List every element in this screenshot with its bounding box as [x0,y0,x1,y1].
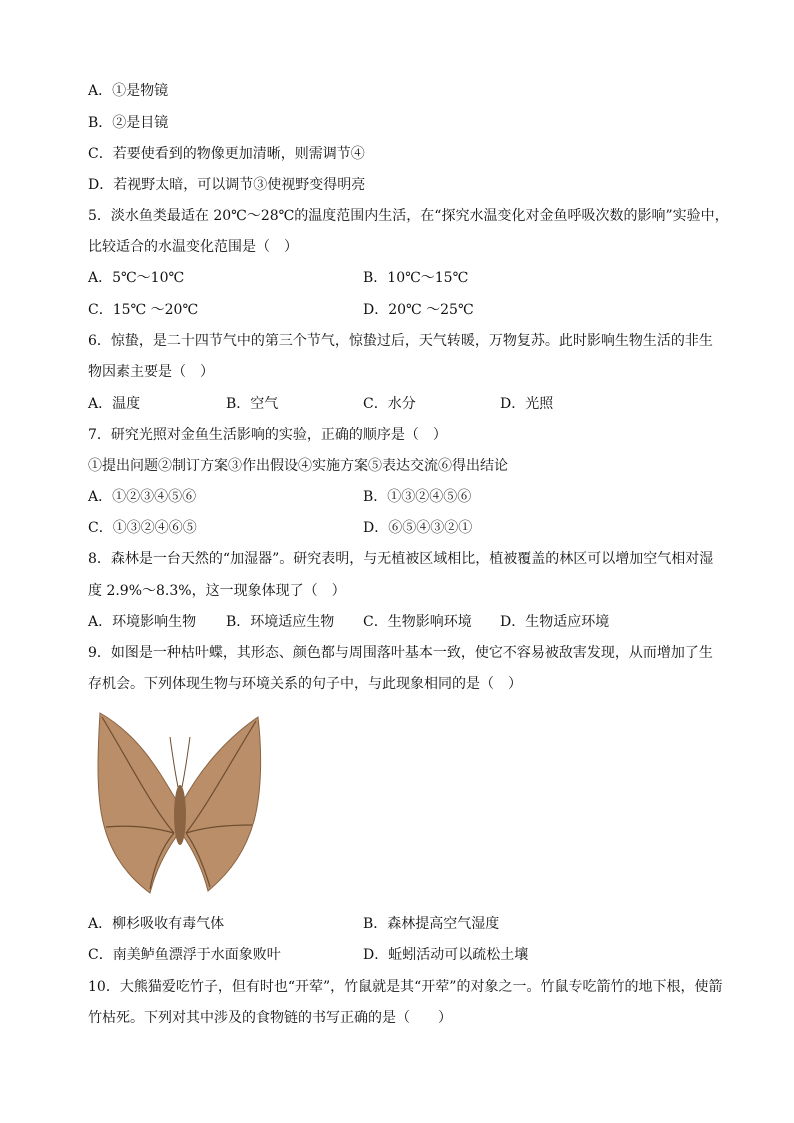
q5-option-b: B．10℃～15℃ [363,270,469,286]
q6-option-b: B．空气 [226,396,279,412]
q7-option-d: D．⑥⑤④③②① [363,520,473,536]
q8-option-c: C．生物影响环境 [363,614,472,630]
q7-option-b: B．①③②④⑤⑥ [363,489,472,505]
q9-option-c: C．南美鲈鱼漂浮于水面象败叶 [88,947,281,963]
q8-stem-line2: 度 2.9%～8.3%，这一现象体现了（ ） [88,583,346,599]
q6-stem-line2: 物因素主要是（ ） [88,364,214,380]
butterfly-right-wing [182,717,261,891]
q5-option-d: D．20℃ ～25℃ [363,302,474,318]
q7-stem: 7．研究光照对金鱼生活影响的实验，正确的顺序是（ ） [88,427,447,443]
q8-stem-line1: 8．森林是一台天然的“加湿器”。研究表明，与无植被区域相比，植被覆盖的林区可以增加空气相对湿 [88,551,714,567]
q4-option-a: A．①是物镜 [88,83,169,99]
q9-stem-line1: 9．如图是一种枯叶蝶，其形态、颜色都与周围落叶基本一致，使它不容易被敌害发现，从而增加了生 [88,645,713,661]
butterfly-antennae [170,737,190,787]
q9-option-a: A．柳杉吸收有毒气体 [88,916,225,932]
q6-option-c: C．水分 [363,396,416,412]
butterfly-left-wing [98,713,178,893]
q8-option-b: B．环境适应生物 [226,614,335,630]
dead-leaf-butterfly-image [92,707,268,895]
q5-option-c: C．15℃ ～20℃ [88,302,199,318]
q6-option-a: A．温度 [88,396,141,412]
q5-stem-line1: 5．淡水鱼类最适在 20℃～28℃的温度范围内生活，在“探究水温变化对金鱼呼吸次数的影响”实验中， [88,208,729,224]
q7-option-a: A．①②③④⑤⑥ [88,489,197,505]
butterfly-illustration [92,707,268,895]
q6-stem-line1: 6．惊蛰，是二十四节气中的第三个节气，惊蛰过后，天气转暖，万物复苏。此时影响生物生活的非生 [88,333,713,349]
q7-option-c: C．①③②④⑥⑤ [88,520,197,536]
q5-stem-line2: 比较适合的水温变化范围是（ ） [88,239,298,255]
q8-option-d: D．生物适应环境 [500,614,610,630]
q4-option-c: C．若要使看到的物像更加清晰，则需调节④ [88,146,365,162]
q4-option-d: D．若视野太暗，可以调节③使视野变得明亮 [88,177,366,193]
butterfly-body [174,785,186,845]
q9-stem-line2: 存机会。下列体现生物与环境关系的句子中，与此现象相同的是（ ） [88,676,522,692]
q9-option-b: B．森林提高空气湿度 [363,916,500,932]
q4-option-b: B．②是目镜 [88,115,169,131]
q7-steps: ①提出问题②制订方案③作出假设④实施方案⑤表达交流⑥得出结论 [88,458,508,474]
q10-stem-line1: 10．大熊猫爱吃竹子，但有时也“开荤”，竹鼠就是其“开荤”的对象之一。竹鼠专吃箭竹的地下根，使箭 [88,979,723,995]
q8-option-a: A．环境影响生物 [88,614,197,630]
q6-option-d: D．光照 [500,396,554,412]
q9-option-d: D．蚯蚓活动可以疏松土壤 [363,947,529,963]
q10-stem-line2: 竹枯死。下列对其中涉及的食物链的书写正确的是（ ） [88,1010,452,1026]
q5-option-a: A．5℃～10℃ [88,270,185,286]
